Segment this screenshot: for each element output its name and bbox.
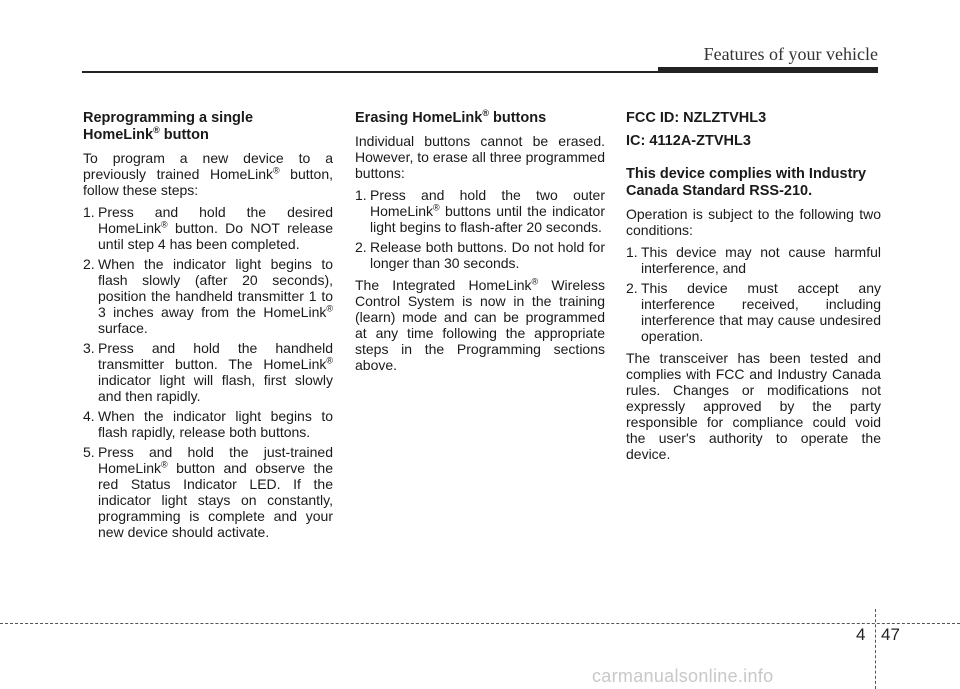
ic-id: IC: 4112A-ZTVHL3 bbox=[626, 133, 751, 149]
intro-paragraph: To program a new device to a previously trained HomeLink® button, follow these steps: bbox=[83, 150, 333, 198]
footer-divider bbox=[875, 609, 876, 689]
list-item: 2. Release both buttons. Do not hold for longer than 30 seconds. bbox=[355, 239, 605, 271]
column-reprogramming bbox=[83, 110, 333, 546]
compliance-statement: This device complies with Industry Canada Standard RSS-210. bbox=[626, 166, 867, 199]
list-item: 2. This device must accept any interference received, including interference that may cause undesired operation. bbox=[626, 280, 881, 344]
page-number: 47 bbox=[881, 625, 900, 644]
conditions-list bbox=[626, 244, 881, 344]
transceiver-paragraph: The transceiver has been tested and complies with FCC and Industry Canada rules. Changes or modifications not expressly approved by the party responsible for compliance could void the user's authority to operate the device. bbox=[626, 350, 881, 462]
fcc-id: FCC ID: NZLZTVHL3 bbox=[626, 110, 767, 126]
watermark-text: carmanualsonline.info bbox=[592, 666, 774, 686]
erasing-outro: The Integrated HomeLink® Wireless Control System is now in the training (learn) mode and can be programmed at any time following the appropriate steps in the Programming sections above. bbox=[355, 276, 606, 373]
header-rule-accent bbox=[658, 67, 878, 73]
heading-reprogramming: Reprogramming a single HomeLink® button bbox=[83, 110, 254, 143]
chapter-number: 4 bbox=[856, 625, 866, 644]
operation-paragraph: Operation is subject to the following two conditions: bbox=[626, 206, 881, 238]
list-item: 1. This device may not cause harmful interference, and bbox=[626, 244, 881, 276]
reprogramming-steps bbox=[83, 204, 333, 540]
list-item: 5. Press and hold the just-trained HomeLink® button and observe the red Status Indicator LED. If the indicator light stays on constantly, programming is complete and your new device should activate. bbox=[83, 444, 333, 540]
footer-rule bbox=[0, 623, 960, 624]
list-item: 2. When the indicator light begins to flash slowly (after 20 seconds), position the handheld transmitter 1 to 3 inches away from the HomeLink® surface. bbox=[83, 256, 333, 336]
heading-erasing: Erasing HomeLink® buttons bbox=[355, 108, 547, 126]
list-item: 3. Press and hold the handheld transmitter button. The HomeLink® indicator light will flash, first slowly and then rapidly. bbox=[83, 340, 333, 404]
list-item: 1. Press and hold the two outer HomeLink® buttons until the indicator light begins to flash-after 20 seconds. bbox=[355, 187, 605, 235]
column-erasing bbox=[355, 110, 605, 379]
erasing-intro: Individual buttons cannot be erased. However, to erase all three programmed buttons: bbox=[355, 133, 605, 181]
column-compliance bbox=[626, 110, 881, 468]
list-item: 4. When the indicator light begins to flash rapidly, release both buttons. bbox=[83, 408, 333, 440]
list-item: 1. Press and hold the desired HomeLink® button. Do NOT release until step 4 has been completed. bbox=[83, 204, 333, 252]
erasing-steps bbox=[355, 187, 605, 271]
section-title: Features of your vehicle bbox=[703, 44, 878, 64]
